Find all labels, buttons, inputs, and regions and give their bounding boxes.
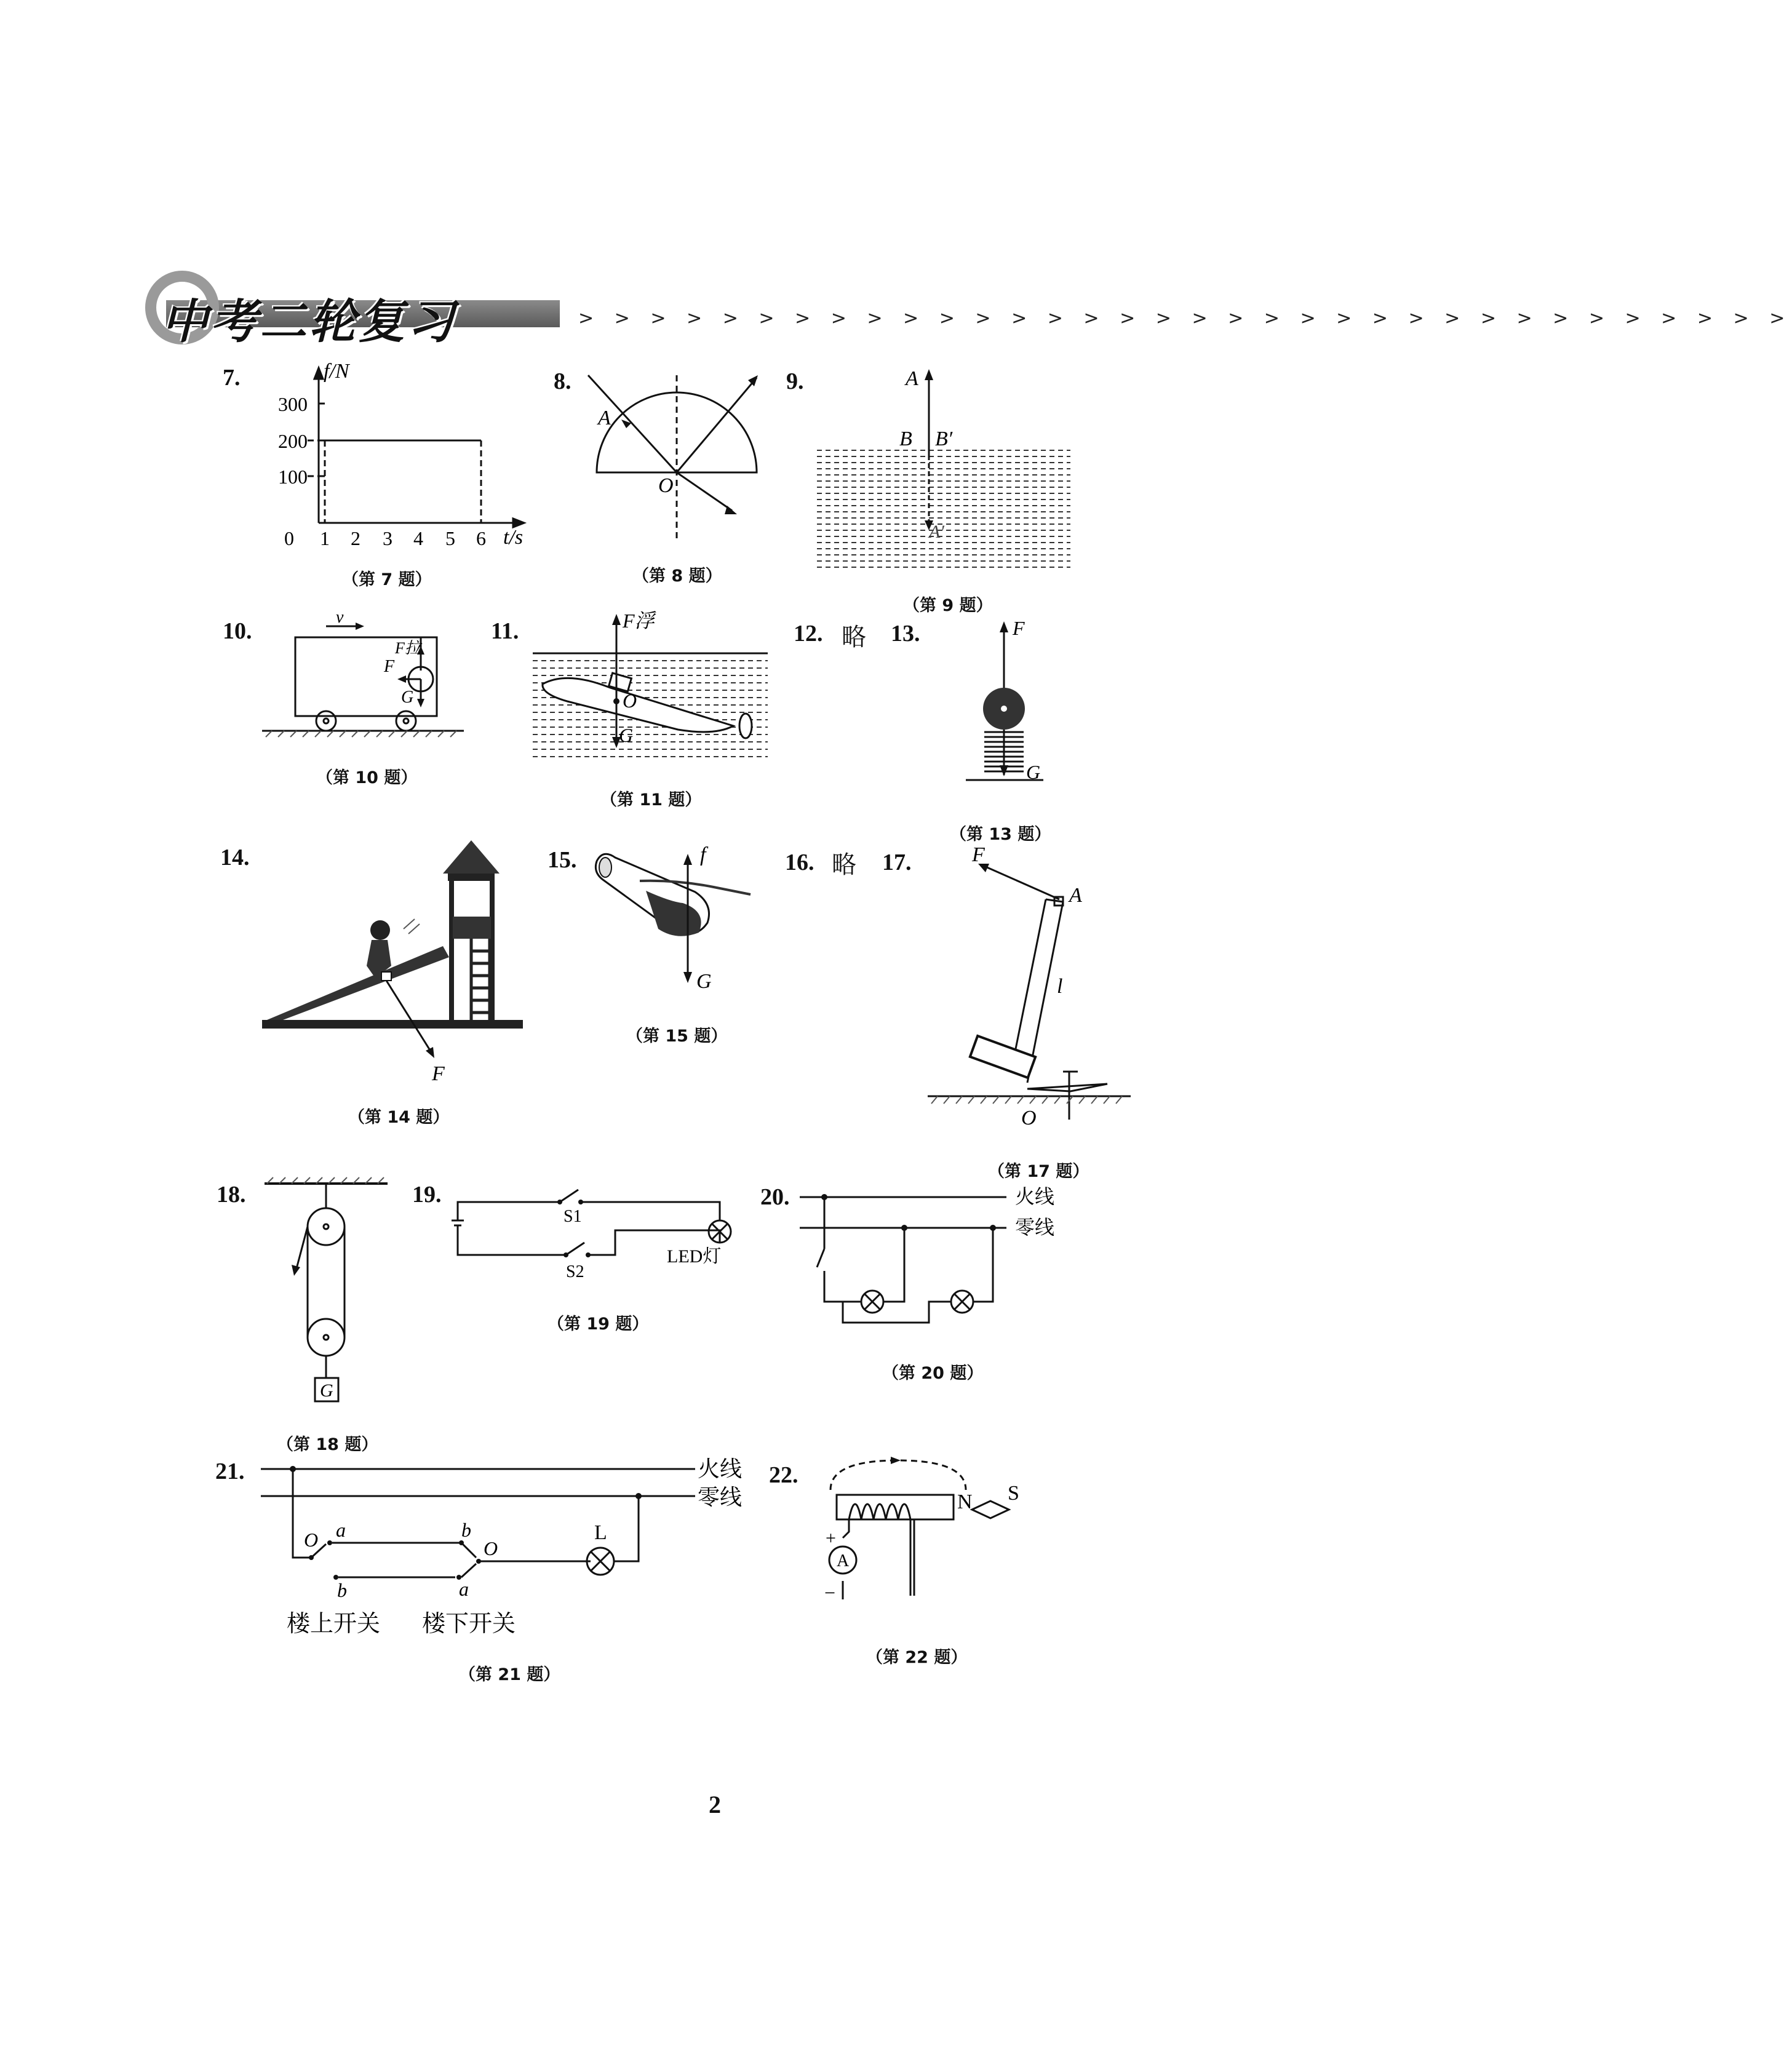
q11-diagram <box>530 609 770 769</box>
q17-diagram <box>923 843 1144 1132</box>
q7-y-axis-label: f/N <box>324 360 349 383</box>
q21-label-a-upstairs: a <box>336 1519 346 1541</box>
q18-label-G: G <box>320 1380 333 1401</box>
q14-diagram <box>258 837 529 1089</box>
q7-graph <box>246 357 541 547</box>
q13-diagram <box>954 615 1077 800</box>
q7-x-tick-6: 6 <box>476 527 486 549</box>
q7-y-tick-300: 300 <box>278 393 308 415</box>
q8-caption: （第 8 题） <box>632 567 722 586</box>
q15-caption: （第 15 题） <box>626 1027 728 1046</box>
q21-diagram <box>258 1458 763 1642</box>
q10-number: 10. <box>223 618 252 644</box>
q22-number: 22. <box>769 1462 798 1488</box>
q15-number: 15. <box>548 847 577 873</box>
q21-label-b-downstairs: b <box>461 1519 471 1541</box>
q9-label-A-prime: A′ <box>929 522 944 542</box>
q20-label-live: 火线 <box>1015 1185 1055 1208</box>
q17-number: 17. <box>882 850 912 875</box>
q11-label-F-fu: F浮 <box>623 610 655 632</box>
q22-label-plus: + <box>826 1528 836 1548</box>
q14-number: 14. <box>220 845 250 870</box>
q21-label-downstairs: 楼下开关 <box>422 1611 516 1637</box>
q10-label-F: F <box>384 657 395 676</box>
q21-label-a-downstairs: a <box>459 1578 469 1600</box>
q20-diagram <box>794 1175 1077 1341</box>
q7-x-tick-0: 0 <box>284 527 294 549</box>
q10-label-G: G <box>401 688 414 707</box>
q7-x-tick-1: 1 <box>320 527 330 549</box>
q8-label-O: O <box>658 474 674 497</box>
q19-label-S1: S1 <box>563 1207 582 1226</box>
q12-note: 略 <box>842 623 866 651</box>
q9-number: 9. <box>786 368 804 394</box>
q8-number: 8. <box>554 368 571 394</box>
q13-caption: （第 13 题） <box>950 825 1051 844</box>
q8-diagram <box>572 363 781 547</box>
q9-label-B-prime: B′ <box>935 428 953 450</box>
q21-label-live: 火线 <box>698 1457 743 1481</box>
q10-label-v: v <box>336 608 344 627</box>
q7-x-tick-4: 4 <box>413 527 423 549</box>
q17-label-A: A <box>1069 884 1082 907</box>
q18-diagram <box>258 1175 394 1415</box>
q21-label-neutral: 零线 <box>698 1485 743 1510</box>
q10-diagram <box>258 609 468 750</box>
q16-number: 16. <box>785 850 814 875</box>
q11-label-O: O <box>623 690 637 712</box>
q17-label-l: l <box>1057 975 1063 998</box>
q7-number: 7. <box>223 365 241 391</box>
q11-number: 11. <box>491 618 519 644</box>
q8-label-A: A <box>598 407 611 429</box>
q16-note: 略 <box>832 851 856 879</box>
q11-caption: （第 11 题） <box>600 790 702 810</box>
q17-label-O: O <box>1021 1107 1037 1129</box>
q17-label-F: F <box>972 843 985 866</box>
q12-number: 12. <box>794 621 823 647</box>
q7-x-axis-label: t/s <box>503 526 524 549</box>
q9-caption: （第 9 题） <box>903 596 993 615</box>
q21-label-upstairs: 楼上开关 <box>287 1611 381 1637</box>
q21-label-b-upstairs: b <box>337 1579 347 1601</box>
q7-y-tick-200: 200 <box>278 430 308 452</box>
q22-label-S: S <box>1008 1482 1019 1505</box>
q19-label-S2: S2 <box>566 1262 584 1281</box>
q21-label-L: L <box>594 1521 607 1544</box>
q19-caption: （第 19 题） <box>548 1315 649 1334</box>
q14-label-F: F <box>432 1062 445 1085</box>
q13-number: 13. <box>891 621 920 647</box>
q9-diagram <box>812 363 1083 578</box>
q22-ammeter-label: A <box>837 1551 850 1570</box>
q21-number: 21. <box>215 1459 245 1484</box>
q22-caption: （第 22 题） <box>866 1648 968 1667</box>
q7-y-tick-100: 100 <box>278 466 308 488</box>
q13-label-F: F <box>1013 617 1025 639</box>
q21-label-O-upstairs: O <box>304 1529 319 1551</box>
q21-label-O-downstairs: O <box>484 1537 498 1559</box>
q22-label-minus: − <box>824 1582 836 1604</box>
q10-label-F-la: F拉 <box>395 639 421 657</box>
q10-caption: （第 10 题） <box>316 768 418 787</box>
header-title: 中考二轮复习 <box>161 294 456 349</box>
q9-label-B: B <box>899 428 912 450</box>
q14-caption: （第 14 题） <box>348 1108 450 1127</box>
q22-label-N: N <box>957 1491 973 1513</box>
q21-caption: （第 21 题） <box>459 1665 560 1684</box>
q20-caption: （第 20 题） <box>882 1364 984 1383</box>
q20-label-neutral: 零线 <box>1015 1216 1055 1238</box>
q9-label-A: A <box>906 367 918 390</box>
header-arrows: > > > > > > > > > > > > > > > > > > > > > > > > > > > > > > > > > > <box>578 308 1792 329</box>
q7-caption: （第 7 题） <box>342 570 432 589</box>
page-number: 2 <box>709 1791 721 1818</box>
q7-x-tick-5: 5 <box>445 527 455 549</box>
q22-diagram <box>812 1458 1046 1630</box>
q15-label-f: f <box>700 843 706 866</box>
q19-diagram <box>449 1175 744 1298</box>
q18-caption: （第 18 题） <box>277 1435 378 1454</box>
q20-number: 20. <box>760 1184 790 1210</box>
q19-number: 19. <box>412 1182 442 1208</box>
q19-label-LED: LED灯 <box>667 1246 722 1267</box>
q13-label-G: G <box>1026 761 1041 783</box>
q17-caption: （第 17 题） <box>988 1162 1089 1181</box>
q18-number: 18. <box>217 1182 246 1208</box>
q11-label-G: G <box>619 724 634 746</box>
q15-diagram <box>591 843 763 1003</box>
q15-label-G: G <box>696 970 712 993</box>
q7-x-tick-2: 2 <box>351 527 360 549</box>
q7-x-tick-3: 3 <box>383 527 392 549</box>
